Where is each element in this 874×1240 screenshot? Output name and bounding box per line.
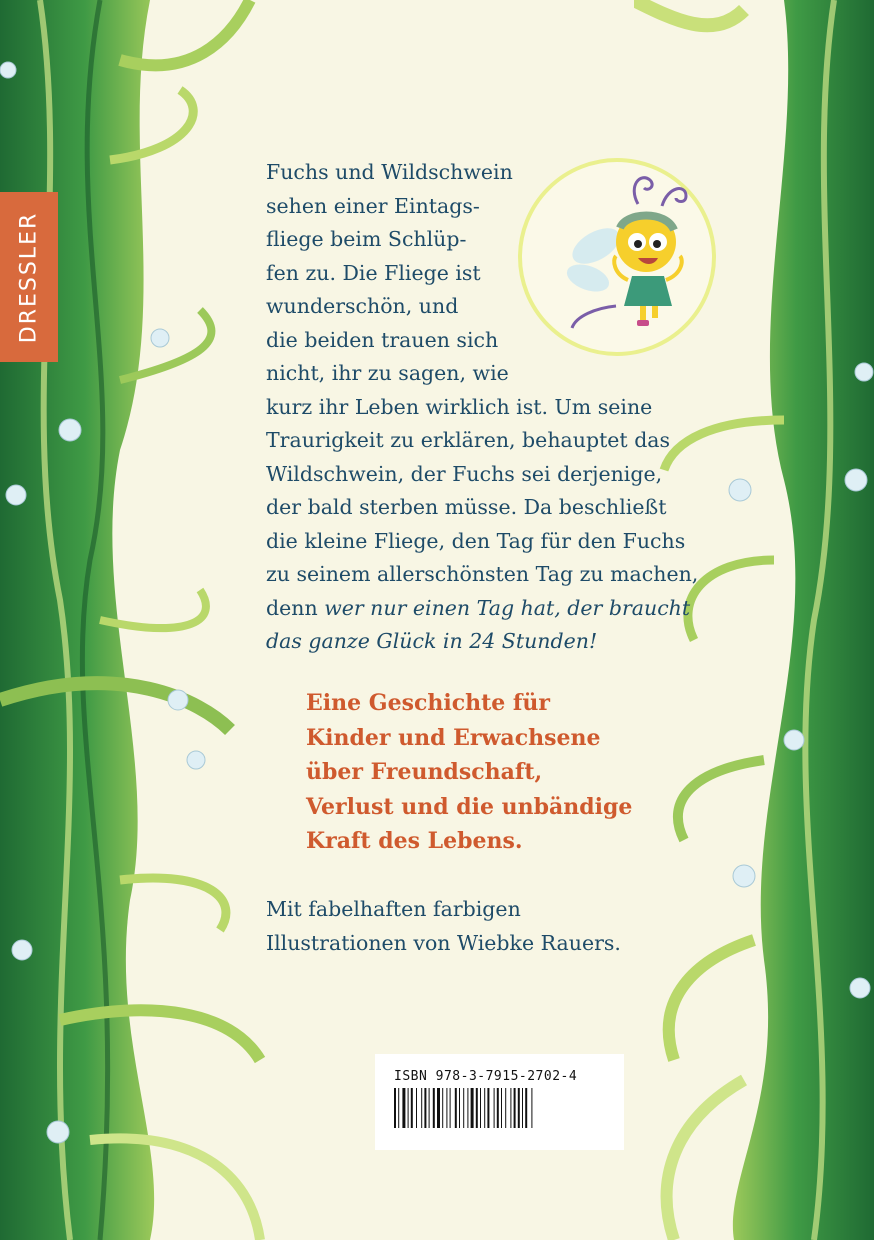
tagline-line: über Freundschaft, bbox=[306, 759, 543, 785]
tagline-line: Kinder und Erwachsene bbox=[306, 724, 601, 751]
isbn-number: ISBN 978-3-7915-2702-4 bbox=[394, 1069, 578, 1084]
blurb-line: der bald sterben müsse. Da beschließt bbox=[266, 495, 667, 519]
blurb-line: nicht, ihr zu sagen, wie bbox=[266, 361, 509, 385]
credit-line: Mit fabelhaften farbigen bbox=[266, 897, 521, 921]
credit-line: Illustrationen von Wiebke Rauers. bbox=[266, 930, 621, 955]
blurb-text bbox=[266, 156, 706, 659]
blurb-regular-fragment: denn bbox=[266, 595, 325, 620]
blurb-line: Fuchs und Wildschwein bbox=[266, 160, 513, 184]
publisher-name: DRESSLER bbox=[16, 211, 42, 343]
tagline bbox=[306, 686, 666, 859]
blurb-line: fliege beim Schlüp- bbox=[266, 227, 467, 251]
blurb-line: kurz ihr Leben wirklich ist. Um seine bbox=[266, 394, 653, 419]
barcode-icon bbox=[394, 1088, 606, 1128]
blurb-italic-fragment: wer nur einen Tag hat, der braucht bbox=[324, 595, 691, 620]
tagline-line: Eine Geschichte für bbox=[306, 690, 550, 716]
blurb-line: die beiden trauen sich bbox=[266, 327, 499, 352]
blurb-line: das ganze Glück in 24 Stunden! bbox=[266, 629, 598, 653]
foliage-left-icon bbox=[0, 0, 270, 1240]
blurb-line: wunderschön, und bbox=[266, 294, 459, 318]
publisher-logo bbox=[0, 192, 58, 362]
blurb-line bbox=[266, 592, 706, 626]
illustrator-credit bbox=[266, 893, 666, 960]
blurb-line: Traurigkeit zu erklären, behauptet das bbox=[266, 428, 671, 452]
tagline-line: Kraft des Lebens. bbox=[306, 828, 523, 854]
blurb-line: fen zu. Die Fliege ist bbox=[266, 260, 481, 285]
isbn-block bbox=[375, 1054, 624, 1150]
blurb-line: die kleine Fliege, den Tag für den Fuchs bbox=[266, 528, 686, 553]
blurb-line: zu seinem allerschönsten Tag zu machen, bbox=[266, 562, 699, 586]
blurb-line: sehen einer Eintags- bbox=[266, 193, 480, 218]
blurb-line: Wildschwein, der Fuchs sei derjenige, bbox=[266, 461, 663, 486]
tagline-line: Verlust und die unbändige bbox=[306, 793, 633, 820]
